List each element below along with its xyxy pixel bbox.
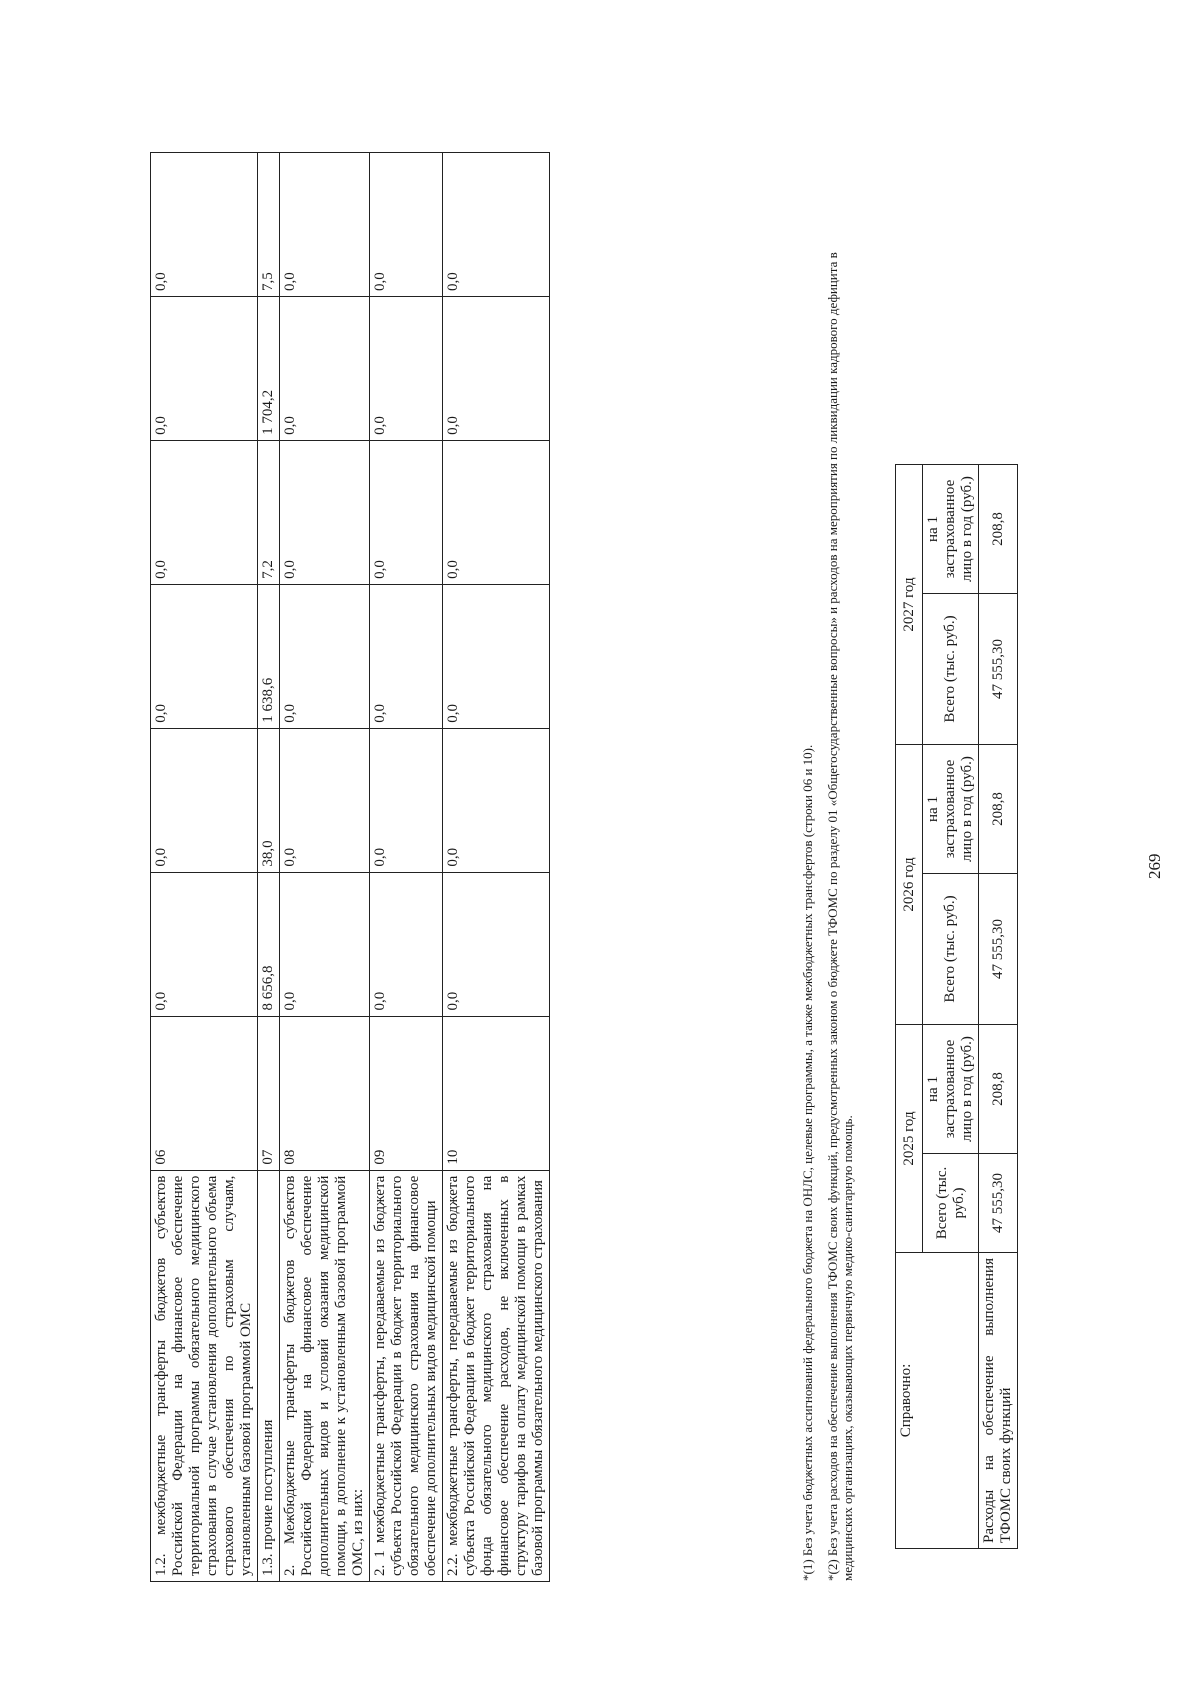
cell-value: 7,2 — [258, 440, 280, 584]
cell-value: 0,0 — [151, 872, 258, 1016]
row-code: 09 — [370, 1016, 443, 1170]
cell-value: 0,0 — [151, 440, 258, 584]
cell-value: 0,0 — [443, 297, 550, 441]
cell-value: 0,0 — [443, 584, 550, 728]
column-header-per-person: на 1 застрахованное лицо в год (руб.) — [923, 1025, 979, 1154]
page-number: 269 — [1145, 853, 1164, 879]
cell-value: 7,5 — [258, 153, 280, 297]
table-row — [979, 465, 1018, 1549]
row-description: 2. 1 межбюджетные трансферты, передаваемые из бюджета субъекта Российской Федерации в бюджет территориального обязательного медицинского страхования на финансовое обеспечение дополнительных видов медицинской помощи — [370, 1170, 443, 1581]
cell-value: 1 704,2 — [258, 297, 280, 441]
cell-value: 208,8 — [979, 465, 1018, 594]
row-description: 1.3. прочие поступления — [258, 1170, 280, 1581]
cell-value: 0,0 — [151, 584, 258, 728]
row-code: 06 — [151, 1016, 258, 1170]
cell-value: 8 656,8 — [258, 872, 280, 1016]
row-code: 08 — [280, 1016, 370, 1170]
row-description: 2.2. межбюджетные трансферты, передаваемые из бюджета субъекта Российской Федерации в бюджет территориального фонда обязательного медицинского страхования на финансовое обеспечение расходов, не включенных в структуру тарифов на оплату медицинской помощи в рамках базовой программы обязательного медицинского страхования — [443, 1170, 550, 1581]
cell-value: 0,0 — [280, 728, 370, 872]
row-description: 1.2. межбюджетные трансферты бюджетов субъектов Российской Федерации на финансовое обеспечение территориальной программы обязательного медицинского страхования в случае установления дополнительного объема страхового обеспечения по страховым случаям, установленным базовой программой ОМС — [151, 1170, 258, 1581]
table-row — [151, 153, 258, 1582]
table-row — [280, 153, 370, 1582]
cell-value: 0,0 — [370, 872, 443, 1016]
cell-value: 1 638,6 — [258, 584, 280, 728]
footnote-2: *(2) Без учета расходов на обеспечение выполнения ТФОМС своих функций, предусмотренных законом о бюджете ТФОМС по разделу 01 «Общегосударственные вопросы» и расходов на мероприятия по ликвидации кадрового дефицита в медицинских организациях, оказывающих первичную медико-санитарную помощь. — [825, 252, 855, 1581]
column-header-total: Всего (тыс. руб.) — [923, 1154, 979, 1253]
main-table — [150, 152, 550, 1582]
cell-value: 0,0 — [370, 584, 443, 728]
cell-value: 0,0 — [370, 728, 443, 872]
reference-table — [895, 464, 1018, 1549]
footnote-1: *(1) Без учета бюджетных ассигнований федерального бюджета на ОНЛС, целевые программы, а также межбюджетных трансфертов (строки 06 и 10). — [800, 744, 815, 1581]
table-row — [258, 153, 280, 1582]
cell-value: 0,0 — [370, 153, 443, 297]
column-header-per-person: на 1 застрахованное лицо в год (руб.) — [923, 465, 979, 594]
column-header-total: Всего (тыс. руб.) — [923, 594, 979, 745]
reference-heading: Справочно: — [896, 1253, 979, 1549]
cell-value: 47 555,30 — [979, 1154, 1018, 1253]
year-header: 2025 год — [896, 1025, 923, 1253]
cell-value: 0,0 — [151, 153, 258, 297]
row-label: Расходы на обеспечение выполнения ТФОМС своих функций — [979, 1253, 1018, 1549]
table-row — [370, 153, 443, 1582]
cell-value: 0,0 — [151, 297, 258, 441]
cell-value: 0,0 — [280, 297, 370, 441]
cell-value: 0,0 — [370, 297, 443, 441]
cell-value: 0,0 — [280, 153, 370, 297]
cell-value: 38,0 — [258, 728, 280, 872]
cell-value: 208,8 — [979, 745, 1018, 874]
cell-value: 0,0 — [443, 440, 550, 584]
table-row — [896, 465, 923, 1549]
cell-value: 0,0 — [280, 872, 370, 1016]
cell-value: 0,0 — [280, 440, 370, 584]
cell-value: 0,0 — [151, 728, 258, 872]
row-code: 10 — [443, 1016, 550, 1170]
year-header: 2026 год — [896, 745, 923, 1025]
cell-value: 47 555,30 — [979, 594, 1018, 745]
cell-value: 0,0 — [443, 872, 550, 1016]
cell-value: 208,8 — [979, 1025, 1018, 1154]
cell-value: 47 555,30 — [979, 874, 1018, 1025]
column-header-total: Всего (тыс. руб.) — [923, 874, 979, 1025]
row-description: 2. Межбюджетные трансферты бюджетов субъектов Российской Федерации на финансовое обеспечение дополнительных видов и условий оказания медицинской помощи, в дополнение к установленным базовой программой ОМС, из них: — [280, 1170, 370, 1581]
cell-value: 0,0 — [443, 153, 550, 297]
cell-value: 0,0 — [370, 440, 443, 584]
year-header: 2027 год — [896, 465, 923, 745]
cell-value: 0,0 — [280, 584, 370, 728]
column-header-per-person: на 1 застрахованное лицо в год (руб.) — [923, 745, 979, 874]
table-row — [443, 153, 550, 1582]
row-code: 07 — [258, 1016, 280, 1170]
cell-value: 0,0 — [443, 728, 550, 872]
